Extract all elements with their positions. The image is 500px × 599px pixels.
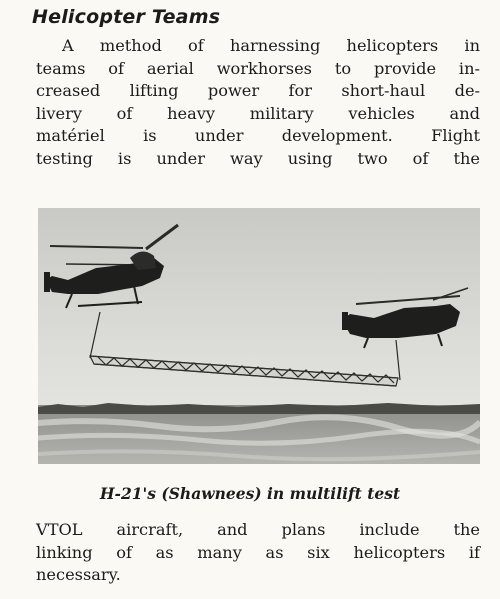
- paragraph-line: A method of harnessing helicopters in: [62, 36, 480, 55]
- paragraph-line: necessary.: [36, 565, 121, 584]
- paragraph-line: testing is under way using two of the: [36, 148, 480, 168]
- paragraph-line: creased lifting power for short-haul de-: [36, 81, 480, 100]
- paragraph-line: matériel is under development. Flight: [36, 126, 480, 145]
- helicopter-photo: [38, 208, 480, 464]
- photo-caption: H-21's (Shawnees) in multilift test: [99, 484, 401, 503]
- horizon-ground: [38, 403, 480, 464]
- article-paragraph-2: [36, 519, 480, 587]
- article-paragraph-1: [36, 35, 480, 170]
- article-heading: Helicopter Teams: [32, 6, 221, 28]
- paragraph-line: livery of heavy military vehicles and: [36, 103, 480, 123]
- paragraph-line: linking of as many as six helicopters if: [36, 542, 480, 562]
- paragraph-line: teams of aerial workhorses to provide in-: [36, 58, 480, 78]
- paragraph-line: VTOL aircraft, and plans include the: [36, 520, 480, 539]
